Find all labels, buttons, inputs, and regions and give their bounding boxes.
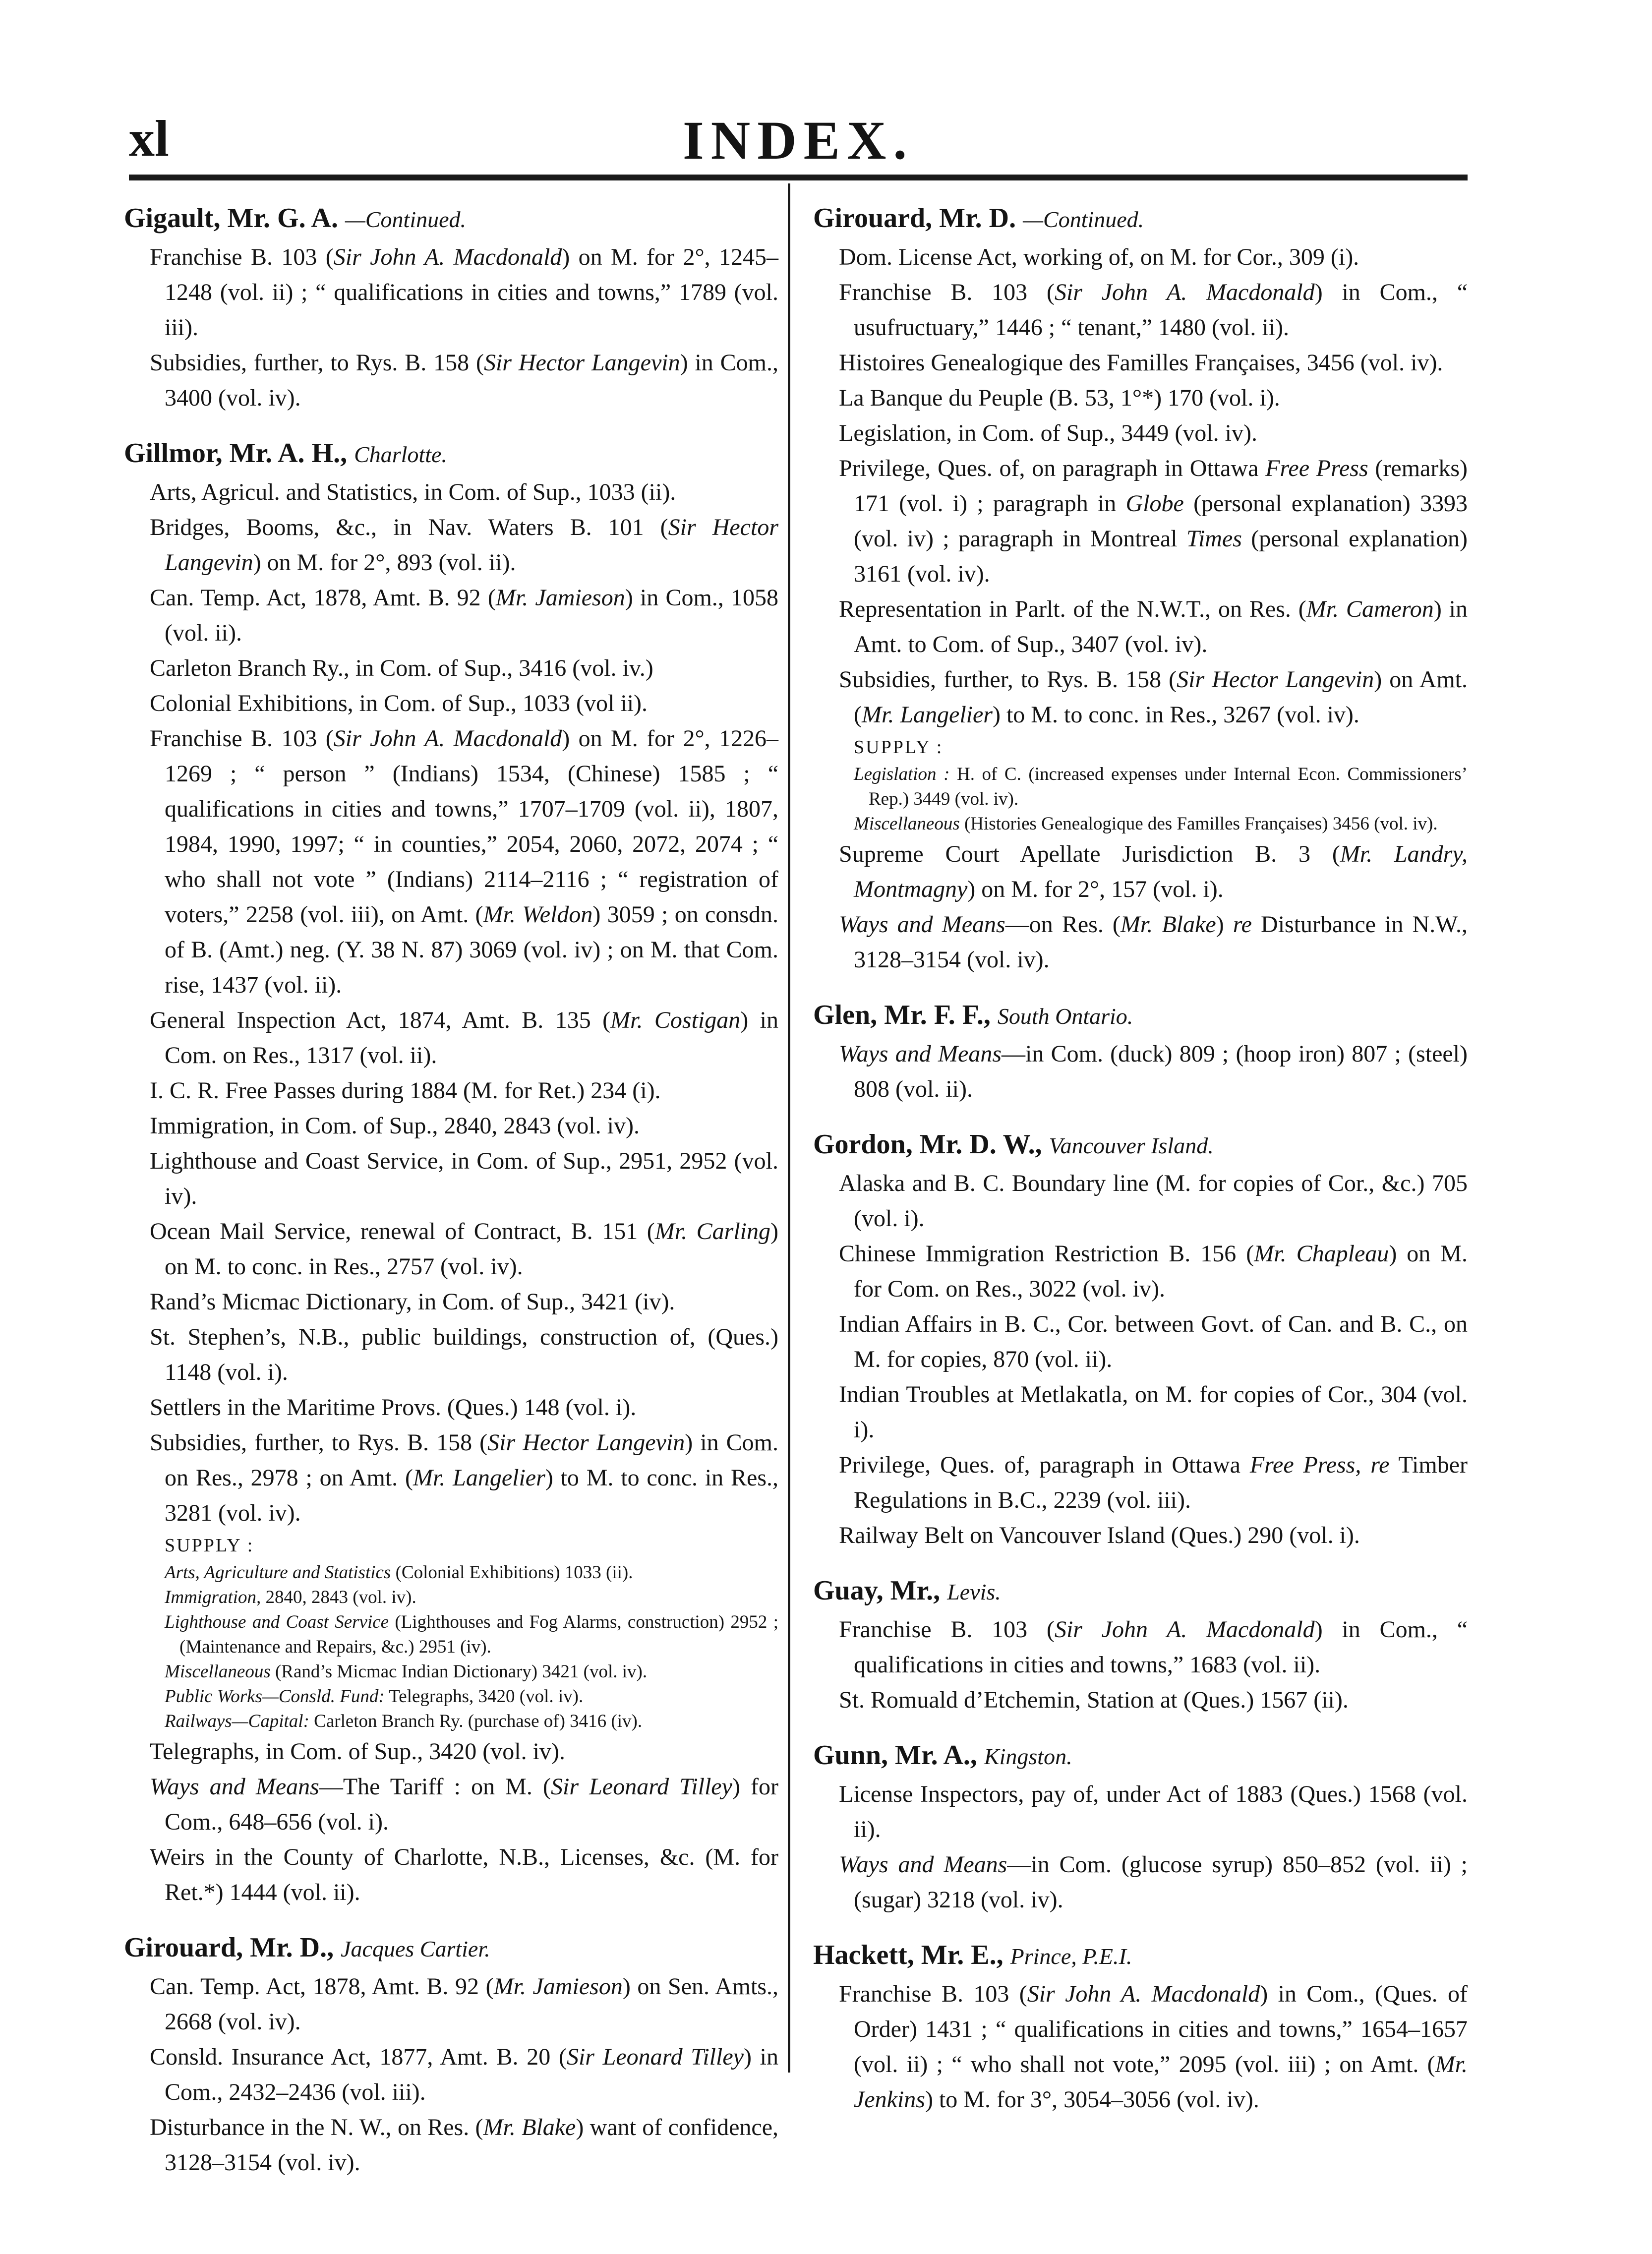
italic-ref: Mr. Langelier bbox=[413, 1465, 545, 1491]
italic-ref: Miscellaneous bbox=[165, 1661, 271, 1682]
constituency: South Ontario. bbox=[997, 1004, 1133, 1029]
supply-item: Miscellaneous (Rand’s Micmac Indian Dictionary) 3421 (vol. iv). bbox=[165, 1661, 648, 1682]
member-name: Gordon, Mr. D. W., bbox=[813, 1129, 1042, 1160]
member-name: Guay, Mr., bbox=[813, 1575, 941, 1606]
constituency: Prince, P.E.I. bbox=[1010, 1944, 1132, 1969]
italic-ref: Sir Leonard Tilley bbox=[566, 2044, 744, 2070]
index-item: Disturbance in the N. W., on Res. (Mr. Blake) want of confidence, 3128–3154 (vol. iv). bbox=[150, 2114, 779, 2176]
constituency: Vancouver Island. bbox=[1049, 1133, 1214, 1158]
left-column bbox=[124, 198, 778, 2198]
member-name: Gigault, Mr. G. A. bbox=[124, 203, 338, 234]
entry-heading bbox=[813, 1125, 1468, 1166]
index-item: Ways and Means—on Res. (Mr. Blake) re Disturbance in N.W., 3128–3154 (vol. iv). bbox=[839, 911, 1468, 973]
italic-ref: Mr. Weldon bbox=[483, 901, 593, 928]
index-item: Legislation, in Com. of Sup., 3449 (vol. iv). bbox=[839, 420, 1257, 446]
italic-ref: Mr. Chapleau bbox=[1254, 1241, 1389, 1267]
index-item: Carleton Branch Ry., in Com. of Sup., 3416 (vol. iv.) bbox=[150, 655, 653, 681]
italic-ref: Railways—Capital: bbox=[165, 1711, 309, 1731]
index-item: Bridges, Booms, &c., in Nav. Waters B. 101 (Sir Hector Langevin) on M. for 2°, 893 (vol. ii). bbox=[150, 514, 778, 576]
supply-item: Railways—Capital: Carleton Branch Ry. (purchase of) 3416 (iv). bbox=[165, 1711, 643, 1731]
constituency: Charlotte. bbox=[354, 442, 447, 467]
index-item: Franchise B. 103 (Sir John A. Macdonald) on M. for 2°, 1245–1248 (vol. ii) ; “ qualifications in cities and towns,” 1789 (vol. iii). bbox=[150, 244, 779, 341]
page-header bbox=[129, 99, 1468, 174]
index-item: Railway Belt on Vancouver Island (Ques.) 290 (vol. i). bbox=[839, 1522, 1360, 1548]
page-number: xl bbox=[129, 110, 169, 167]
index-item: Privilege, Ques. of, on paragraph in Ottawa Free Press (remarks) 171 (vol. i) ; paragraph in Globe (personal explanation) 3393 (vol. iv) ; paragraph in Montreal Times (personal explanation) 3161 (vol. iv). bbox=[839, 455, 1468, 587]
entry-heading bbox=[813, 198, 1468, 239]
member-name: Glen, Mr. F. F., bbox=[813, 1000, 991, 1030]
entry-heading bbox=[813, 1571, 1468, 1612]
italic-ref: Ways and Means bbox=[150, 1774, 319, 1800]
index-item: Weirs in the County of Charlotte, N.B., Licenses, &c. (M. for Ret.*) 1444 (vol. ii). bbox=[150, 1844, 778, 1905]
italic-ref: Mr. Blake bbox=[1120, 911, 1216, 938]
index-item: Supreme Court Apellate Jurisdiction B. 3 (Mr. Landry, Montmagny) on M. for 2°, 157 (vol. i). bbox=[839, 841, 1468, 902]
index-item: Consld. Insurance Act, 1877, Amt. B. 20 (Sir Leonard Tilley) in Com., 2432–2436 (vol. iii). bbox=[150, 2044, 779, 2105]
index-item: Franchise B. 103 (Sir John A. Macdonald) in Com., (Ques. of Order) 1431 ; “ qualifications in cities and towns,” 1654–1657 (vol. ii) ; “ who shall not vote,” 2095 (vol. iii) ; on Amt. (Mr. Jenkins) to M. for 3°, 3054–3056 (vol. iv). bbox=[839, 1981, 1468, 2113]
entry-heading bbox=[124, 1928, 778, 1969]
index-entry bbox=[813, 1571, 1468, 1718]
index-item: Franchise B. 103 (Sir John A. Macdonald) in Com., “ usufructuary,” 1446 ; “ tenant,” 1480 (vol. ii). bbox=[839, 279, 1468, 341]
italic-ref: Ways and Means bbox=[839, 911, 1005, 938]
italic-ref: Immigration, bbox=[165, 1587, 261, 1607]
index-entry bbox=[813, 995, 1468, 1107]
index-item: Representation in Parlt. of the N.W.T., on Res. (Mr. Cameron) in Amt. to Com. of Sup., 3407 (vol. iv). bbox=[839, 596, 1468, 657]
italic-ref: Mr. Jamieson bbox=[495, 585, 625, 611]
index-item: Lighthouse and Coast Service, in Com. of Sup., 2951, 2952 (vol. iv). bbox=[150, 1148, 778, 1209]
index-item: Colonial Exhibitions, in Com. of Sup., 1033 (vol ii). bbox=[150, 690, 648, 716]
index-item: Rand’s Micmac Dictionary, in Com. of Sup., 3421 (iv). bbox=[150, 1289, 675, 1315]
index-item: Ways and Means—in Com. (duck) 809 ; (hoop iron) 807 ; (steel) 808 (vol. ii). bbox=[839, 1041, 1468, 1102]
supply-label: SUPPLY : bbox=[854, 737, 944, 758]
index-item: Settlers in the Maritime Provs. (Ques.) 148 (vol. i). bbox=[150, 1394, 637, 1421]
member-name: Gillmor, Mr. A. H., bbox=[124, 438, 348, 469]
italic-ref: Free Press, re bbox=[1249, 1452, 1390, 1478]
index-item: Ocean Mail Service, renewal of Contract, B. 151 (Mr. Carling) on M. to conc. in Res., 2757 (vol. iv). bbox=[150, 1218, 778, 1280]
index-item: Privilege, Ques. of, paragraph in Ottawa Free Press, re Timber Regulations in B.C., 2239 (vol. iii). bbox=[839, 1452, 1468, 1513]
constituency: Kingston. bbox=[984, 1744, 1072, 1769]
column-divider bbox=[788, 183, 790, 2073]
index-item: Dom. License Act, working of, on M. for Cor., 309 (i). bbox=[839, 244, 1359, 270]
index-item: Subsidies, further, to Rys. B. 158 (Sir Hector Langevin) in Com. on Res., 2978 ; on Amt. (Mr. Langelier) to M. to conc. in Res., 3281 (vol. iv). bbox=[150, 1429, 779, 1526]
index-item: Immigration, in Com. of Sup., 2840, 2843 (vol. iv). bbox=[150, 1113, 640, 1139]
index-entry bbox=[124, 198, 778, 415]
entry-heading bbox=[813, 1935, 1468, 1976]
index-item: Can. Temp. Act, 1878, Amt. B. 92 (Mr. Jamieson) on Sen. Amts., 2668 (vol. iv). bbox=[150, 1973, 778, 2035]
italic-ref: Free Press bbox=[1265, 455, 1368, 481]
italic-ref: Arts, Agriculture and Statistics bbox=[165, 1562, 391, 1583]
entry-heading bbox=[813, 995, 1468, 1036]
index-entry bbox=[124, 433, 778, 1910]
entry-heading bbox=[124, 433, 778, 475]
italic-ref: Miscellaneous bbox=[854, 814, 960, 834]
index-item: St. Stephen’s, N.B., public buildings, construction of, (Ques.) 1148 (vol. i). bbox=[150, 1324, 778, 1385]
index-entry bbox=[813, 1735, 1468, 1917]
index-entry bbox=[813, 198, 1468, 977]
constituency: Levis. bbox=[947, 1579, 1001, 1604]
italic-ref: Legislation : bbox=[854, 764, 950, 784]
supply-item: Public Works—Consld. Fund: Telegraphs, 3420 (vol. iv). bbox=[165, 1686, 584, 1707]
italic-ref: Sir John A. Macdonald bbox=[333, 725, 562, 752]
italic-ref: re bbox=[1233, 911, 1252, 938]
italic-ref: Mr. Costigan bbox=[610, 1007, 741, 1033]
index-item: License Inspectors, pay of, under Act of 1883 (Ques.) 1568 (vol. ii). bbox=[839, 1781, 1468, 1842]
index-item: Telegraphs, in Com. of Sup., 3420 (vol. iv). bbox=[150, 1738, 565, 1765]
index-item: General Inspection Act, 1874, Amt. B. 135 (Mr. Costigan) in Com. on Res., 1317 (vol. ii). bbox=[150, 1007, 779, 1068]
index-item: La Banque du Peuple (B. 53, 1°*) 170 (vol. i). bbox=[839, 385, 1280, 411]
index-item: Chinese Immigration Restriction B. 156 (Mr. Chapleau) on M. for Com. on Res., 3022 (vol. iv). bbox=[839, 1241, 1468, 1302]
constituency: —Continued. bbox=[1023, 207, 1144, 232]
index-item: Indian Troubles at Metlakatla, on M. for copies of Cor., 304 (vol. i). bbox=[839, 1381, 1468, 1443]
italic-ref: Mr. Blake bbox=[483, 2114, 576, 2140]
italic-ref: Ways and Means bbox=[839, 1851, 1007, 1878]
index-entry bbox=[124, 1928, 778, 2180]
italic-ref: Mr. Cameron bbox=[1306, 596, 1434, 622]
index-item: Histoires Genealogique des Familles Françaises, 3456 (vol. iv). bbox=[839, 350, 1443, 376]
index-item: Arts, Agricul. and Statistics, in Com. of Sup., 1033 (ii). bbox=[150, 479, 676, 505]
italic-ref: Mr. Landry, Montmagny bbox=[854, 841, 1468, 902]
index-item: Indian Affairs in B. C., Cor. between Govt. of Can. and B. C., on M. for copies, 870 (vol. ii). bbox=[839, 1311, 1468, 1372]
constituency: Jacques Cartier. bbox=[341, 1936, 490, 1961]
index-item: Alaska and B. C. Boundary line (M. for copies of Cor., &c.) 705 (vol. i). bbox=[839, 1170, 1468, 1232]
italic-ref: Sir Hector Langevin bbox=[165, 514, 778, 576]
supply-item: Lighthouse and Coast Service (Lighthouses and Fog Alarms, construction) 2952 ; (Maintenance and Repairs, &c.) 2951 (iv). bbox=[165, 1612, 778, 1657]
italic-ref: Sir Hector Langevin bbox=[487, 1429, 685, 1456]
index-item: Subsidies, further, to Rys. B. 158 (Sir Hector Langevin) in Com., 3400 (vol. iv). bbox=[150, 350, 779, 411]
index-entry bbox=[813, 1125, 1468, 1553]
italic-ref: Sir John A. Macdonald bbox=[1054, 279, 1315, 305]
constituency: —Continued. bbox=[345, 207, 467, 232]
italic-ref: Public Works—Consld. Fund: bbox=[165, 1686, 385, 1707]
italic-ref: Mr. Jamieson bbox=[493, 1973, 623, 2000]
member-name: Hackett, Mr. E., bbox=[813, 1940, 1003, 1970]
index-item: St. Romuald d’Etchemin, Station at (Ques.) 1567 (ii). bbox=[839, 1687, 1349, 1713]
italic-ref: Sir Hector Langevin bbox=[483, 350, 680, 376]
supply-item: Miscellaneous (Histories Genealogique des Familles Françaises) 3456 (vol. iv). bbox=[854, 814, 1438, 834]
right-column bbox=[813, 198, 1468, 2135]
italic-ref: Lighthouse and Coast Service bbox=[165, 1612, 389, 1632]
italic-ref: Mr. Jenkins bbox=[854, 2051, 1468, 2113]
index-entry bbox=[813, 1935, 1468, 2117]
italic-ref: Globe bbox=[1125, 490, 1184, 517]
italic-ref: Sir John A. Macdonald bbox=[333, 244, 562, 270]
entry-heading bbox=[124, 198, 778, 239]
page-title: INDEX. bbox=[683, 110, 914, 171]
index-item: Franchise B. 103 (Sir John A. Macdonald) on M. for 2°, 1226–1269 ; “ person ” (Indians) 1534, (Chinese) 1585 ; “ qualifications in cities and towns,” 1707–1709 (vol. ii), 1807, 1984, 1990, 1997; “ in counties,” 2054, 2060, 2072, 2074 ; “ who shall not vote ” (Indians) 2114–2116 ; “ registration of voters,” 2258 (vol. iii), on Amt. (Mr. Weldon) 3059 ; on consdn. of B. (Amt.) neg. (Y. 38 N. 87) 3069 (vol. iv) ; on M. that Com. rise, 1437 (vol. ii). bbox=[150, 725, 779, 998]
supply-item: Arts, Agriculture and Statistics (Colonial Exhibitions) 1033 (ii). bbox=[165, 1562, 633, 1583]
index-item: I. C. R. Free Passes during 1884 (M. for Ret.) 234 (i). bbox=[150, 1077, 661, 1104]
index-item: Ways and Means—The Tariff : on M. (Sir Leonard Tilley) for Com., 648–656 (vol. i). bbox=[150, 1774, 779, 1835]
entry-heading bbox=[813, 1735, 1468, 1777]
header-rule bbox=[129, 175, 1468, 180]
member-name: Gunn, Mr. A., bbox=[813, 1740, 977, 1771]
supply-item: Immigration, 2840, 2843 (vol. iv). bbox=[165, 1587, 416, 1607]
index-item: Can. Temp. Act, 1878, Amt. B. 92 (Mr. Jamieson) in Com., 1058 (vol. ii). bbox=[150, 585, 778, 646]
italic-ref: Sir Leonard Tilley bbox=[551, 1774, 732, 1800]
italic-ref: Mr. Langelier bbox=[861, 702, 993, 728]
index-item: Franchise B. 103 (Sir John A. Macdonald) in Com., “ qualifications in cities and towns,” 1683 (vol. ii). bbox=[839, 1616, 1468, 1678]
supply-label: SUPPLY : bbox=[165, 1535, 254, 1556]
italic-ref: Sir John A. Macdonald bbox=[1054, 1616, 1315, 1643]
index-item: Ways and Means—in Com. (glucose syrup) 850–852 (vol. ii) ; (sugar) 3218 (vol. iv). bbox=[839, 1851, 1468, 1913]
member-name: Girouard, Mr. D., bbox=[124, 1932, 334, 1963]
member-name: Girouard, Mr. D. bbox=[813, 203, 1016, 234]
index-item: Subsidies, further, to Rys. B. 158 (Sir Hector Langevin) on Amt. (Mr. Langelier) to M. to conc. in Res., 3267 (vol. iv). bbox=[839, 666, 1468, 728]
italic-ref: Sir John A. Macdonald bbox=[1027, 1981, 1260, 2007]
supply-item: Legislation : H. of C. (increased expenses under Internal Econ. Commissioners’ Rep.) 3449 (vol. iv). bbox=[854, 764, 1468, 809]
italic-ref: Ways and Means bbox=[839, 1041, 1002, 1067]
italic-ref: Mr. Carling bbox=[654, 1218, 771, 1245]
italic-ref: Times bbox=[1186, 526, 1242, 552]
italic-ref: Sir Hector Langevin bbox=[1177, 666, 1374, 693]
